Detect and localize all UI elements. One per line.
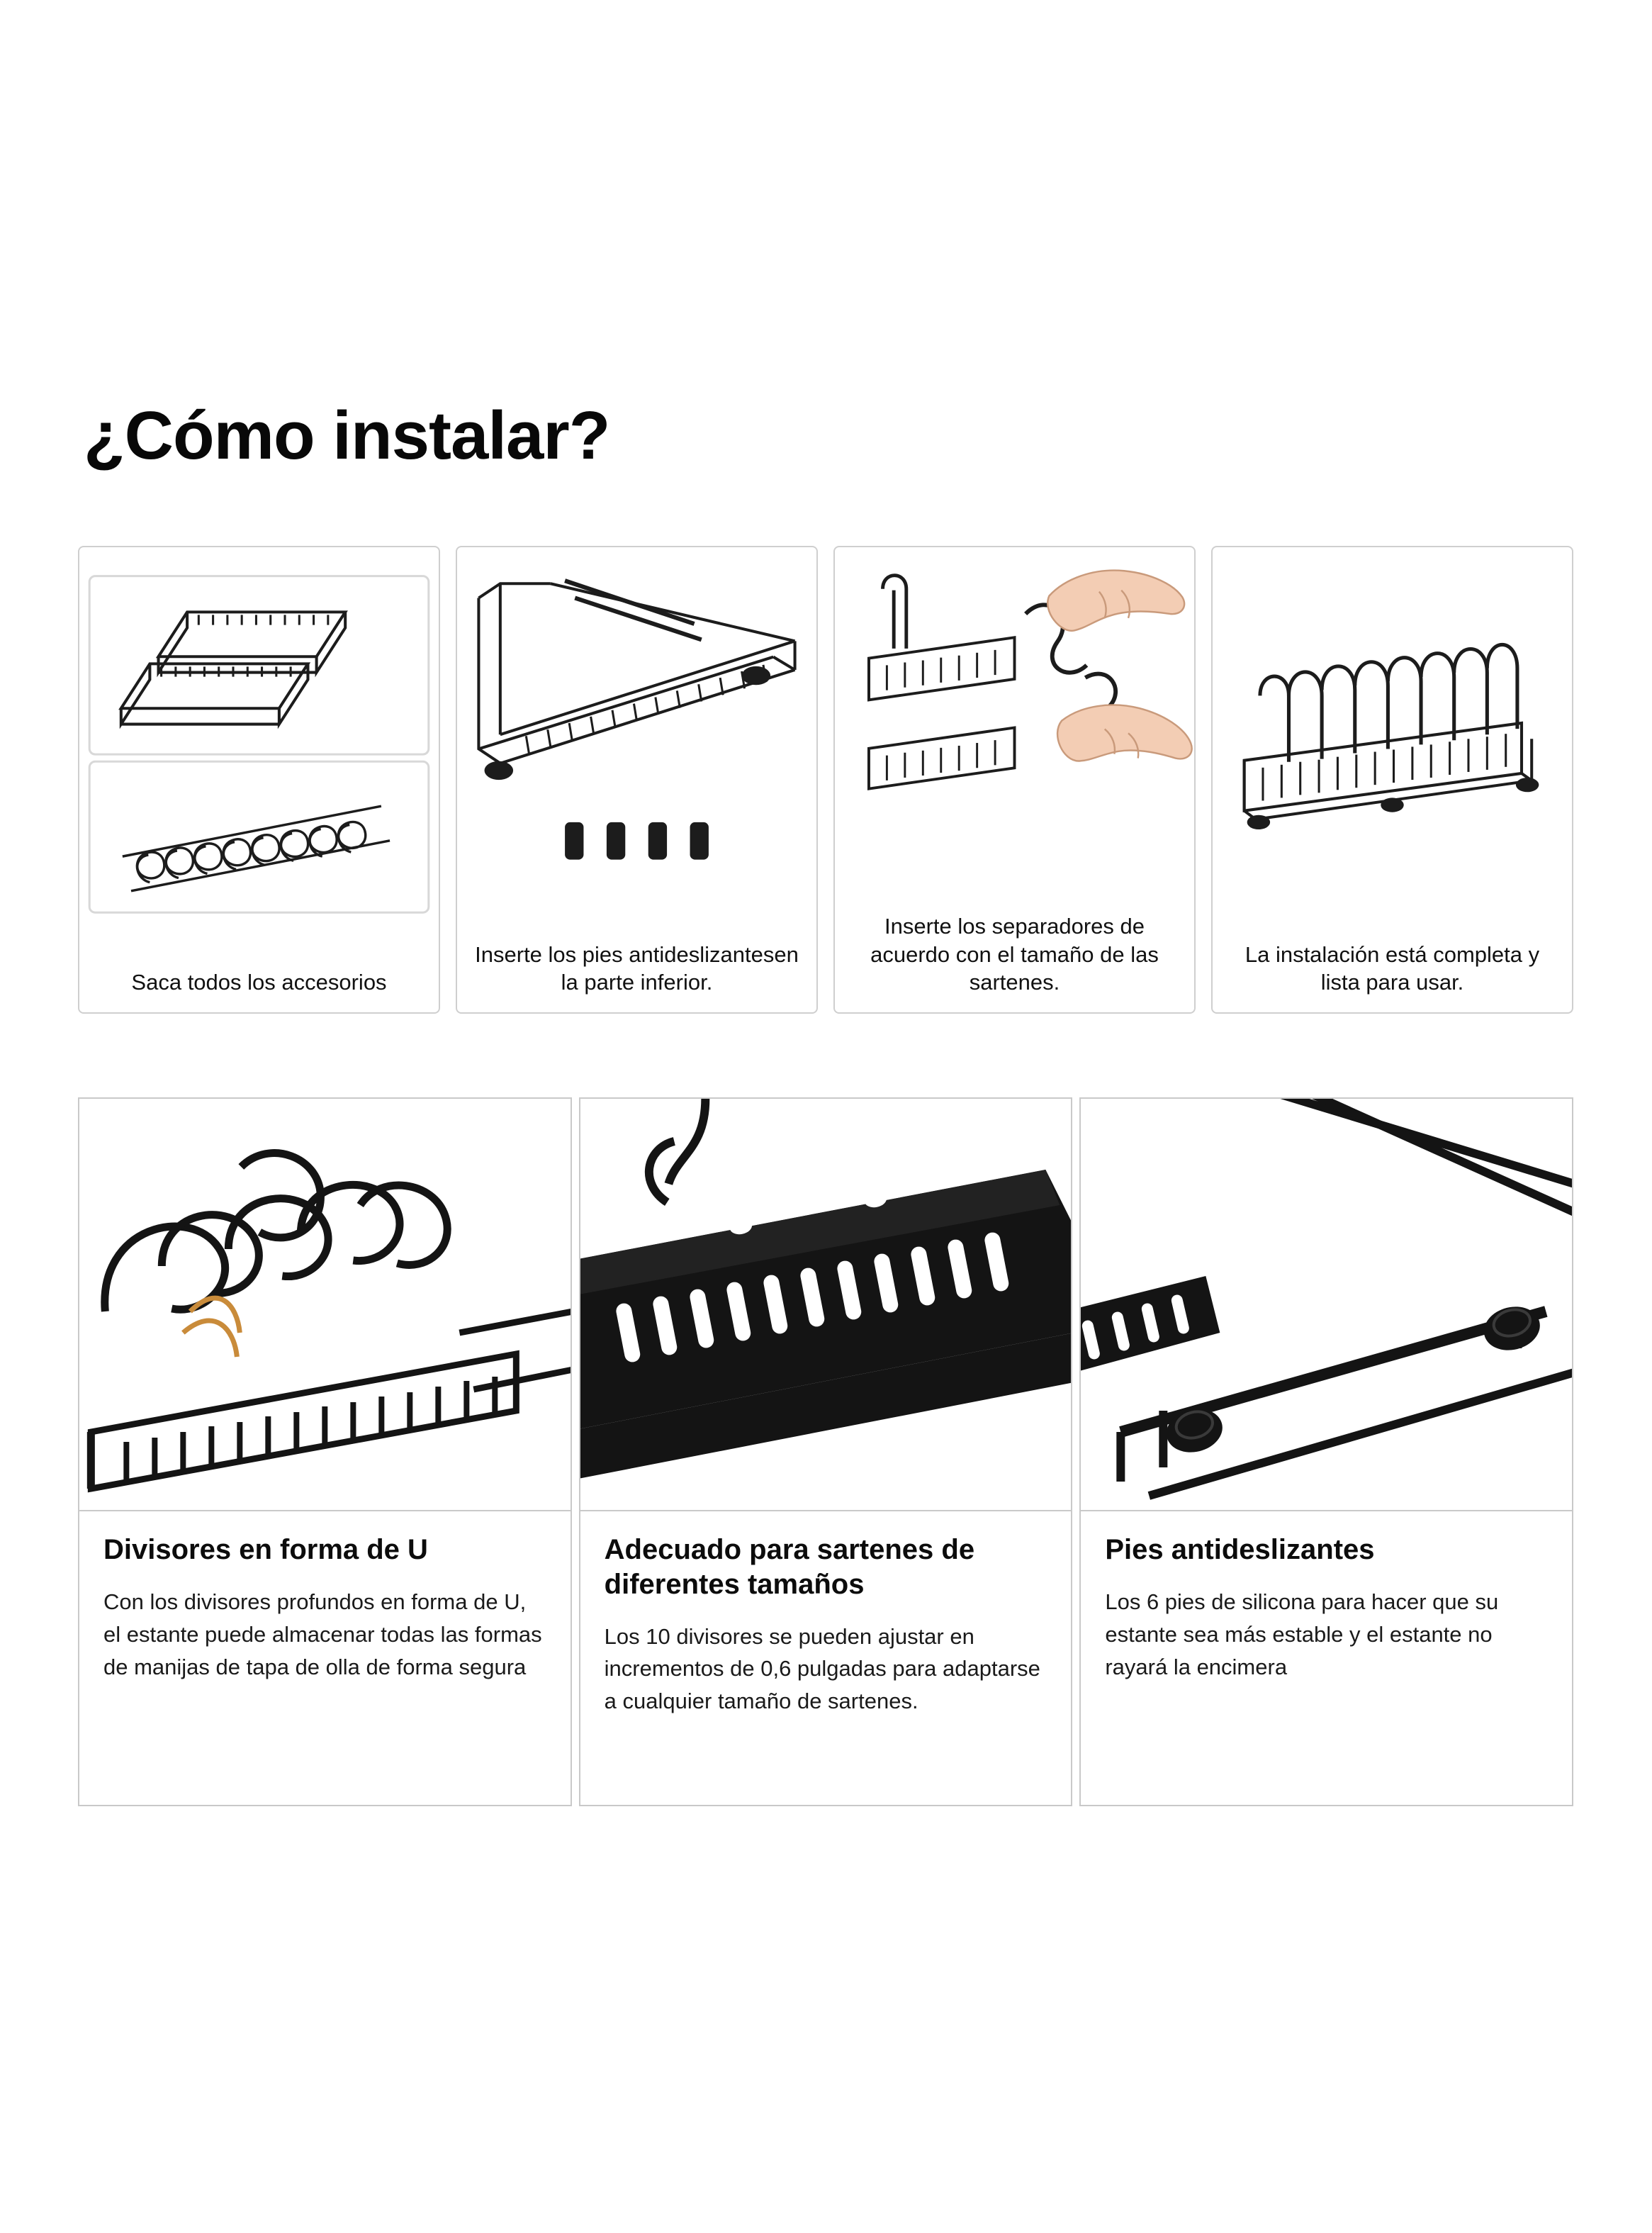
feature-text-block [1081, 1511, 1572, 1805]
step-caption: Inserte los pies antideslizantesen la parte inferior. [475, 941, 799, 995]
step-card-accessories [78, 546, 440, 1014]
feature-title: Divisores en forma de U [103, 1534, 428, 1565]
feature-card-adjustable [579, 1097, 1073, 1806]
step-card-complete [1211, 546, 1573, 1014]
feature-text-block [79, 1511, 571, 1805]
feature-card-u-dividers [78, 1097, 572, 1806]
u-shaped-dividers-closeup [79, 1099, 571, 1511]
feature-title: Pies antideslizantes [1105, 1534, 1375, 1565]
feature-body: Los 10 divisores se pueden ajustar en incrementos de 0,6 pulgadas para adaptarse a cualquier tamaño de sartenes. [604, 1623, 1040, 1714]
non-slip-feet-closeup [1081, 1099, 1572, 1511]
feature-card-feet [1079, 1097, 1573, 1806]
step-card-dividers [833, 546, 1196, 1014]
rack-frames-and-u-dividers-illustration [79, 547, 439, 964]
step-caption: Saca todos los accesorios [131, 970, 387, 995]
slotted-rail-closeup [580, 1099, 1072, 1511]
page-title: ¿Cómo instalar? [84, 398, 610, 474]
feature-text-block [580, 1511, 1072, 1805]
hands-inserting-divider-illustration [835, 547, 1194, 908]
feature-body: Los 6 pies de silicona para hacer que su estante sea más estable y el estante no rayará la encimera [1105, 1589, 1499, 1679]
rack-frame-with-silicone-feet-illustration [457, 547, 816, 936]
step-card-feet [456, 546, 818, 1014]
feature-cards-row [78, 1097, 1573, 1806]
step-caption: La instalación está completa y lista para usar. [1244, 941, 1540, 995]
feature-title: Adecuado para sartenes de diferentes tamaños [604, 1534, 975, 1600]
step-caption: Inserte los separadores de acuerdo con el tamaño de las sartenes. [870, 913, 1159, 995]
installation-steps-row [78, 546, 1573, 1014]
feature-body: Con los divisores profundos en forma de U, el estante puede almacenar todas las formas de manijas de tapa de olla de forma segura [103, 1589, 542, 1679]
assembled-pan-rack-illustration [1213, 547, 1572, 936]
